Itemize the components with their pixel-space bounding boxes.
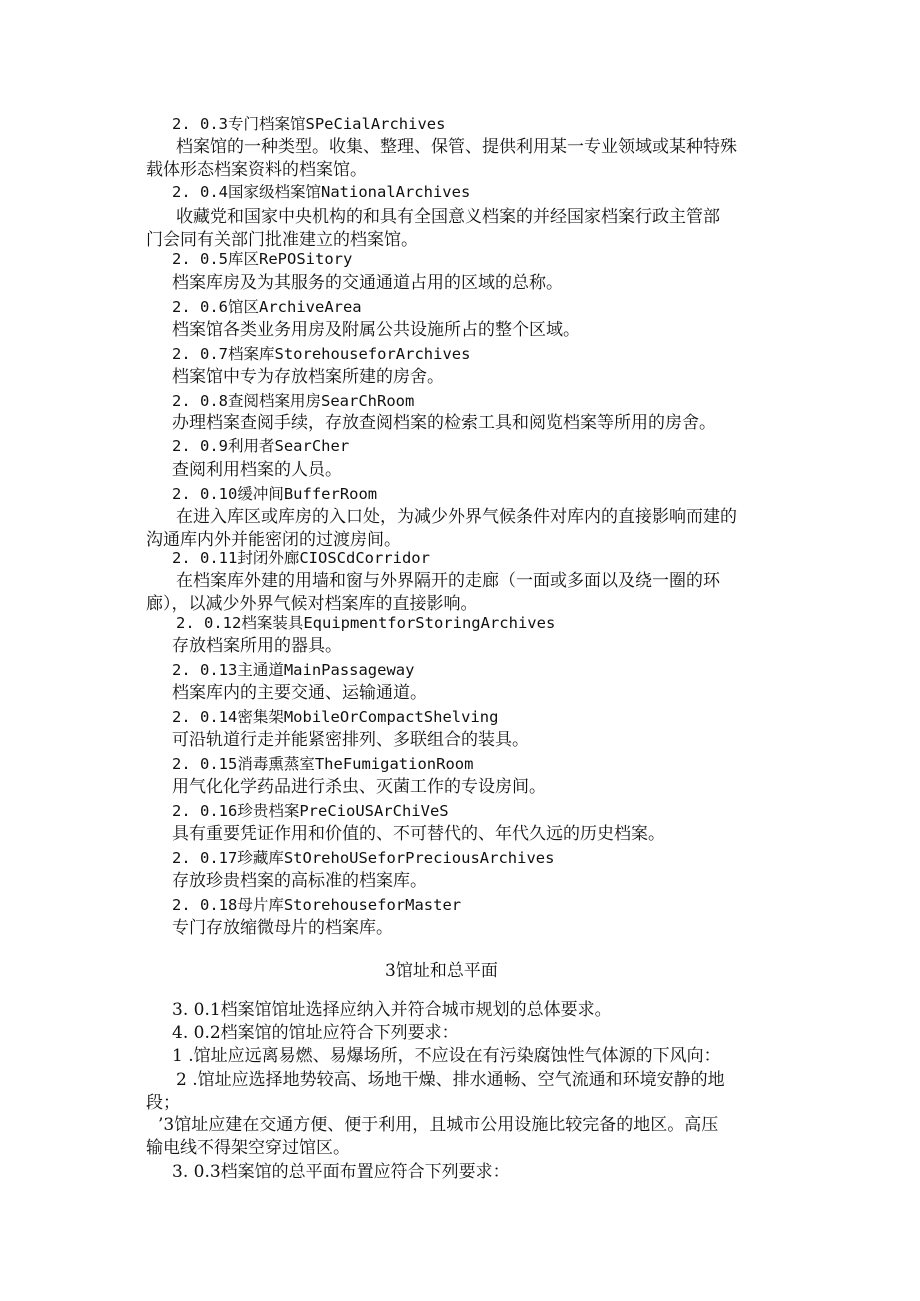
requirement-item-3-line1: ’3馆址应建在交通方便、便于利用，且城市公用设施比较完备的地区。高压 bbox=[158, 1115, 719, 1135]
term-2-0-7-title: 2. 0.7档案库StorehouseforArchives bbox=[172, 345, 471, 363]
requirement-item-2-line1: 2 .馆址应选择地势较高、场地干燥、排水通畅、空气流通和环境安静的地 bbox=[176, 1070, 725, 1090]
requirement-item-2-line2: 段； bbox=[146, 1093, 180, 1113]
term-2-0-13-definition: 档案库内的主要交通、运输通道。 bbox=[172, 683, 427, 703]
term-2-0-14-definition: 可沿轨道行走并能紧密排列、多联组合的装具。 bbox=[172, 730, 529, 750]
term-2-0-12-definition: 存放档案所用的器具。 bbox=[172, 636, 342, 656]
term-2-0-5-definition: 档案库房及为其服务的交通通道占用的区域的总称。 bbox=[172, 273, 563, 293]
term-2-0-11-definition-line2: 廊），以减少外界气候对档案库的直接影响。 bbox=[146, 594, 478, 614]
term-2-0-15-definition: 用气化化学药品进行杀虫、灭菌工作的专设房间。 bbox=[172, 777, 546, 797]
term-2-0-3-title: 2. 0.3专门档案馆SPeCialArchives bbox=[172, 115, 446, 133]
term-2-0-18-title: 2. 0.18母片库StorehouseforMaster bbox=[172, 896, 462, 914]
clause-4-0-2: 4. 0.2档案馆的馆址应符合下列要求： bbox=[172, 1023, 459, 1043]
term-2-0-11-definition-line1: 在档案库外建的用墙和窗与外界隔开的走廊（一面或多面以及绕一圈的环 bbox=[176, 571, 720, 591]
term-2-0-13-title: 2. 0.13主通道MainPassageway bbox=[172, 661, 415, 679]
clause-3-0-3: 3. 0.3档案馆的总平面布置应符合下列要求： bbox=[172, 1162, 510, 1182]
term-2-0-7-definition: 档案馆中专为存放档案所建的房舍。 bbox=[172, 367, 444, 387]
term-2-0-12-title: 2. 0.12档案装具EquipmentforStoringArchives bbox=[176, 614, 556, 632]
term-2-0-17-title: 2. 0.17珍藏库StOrehoUSeforPreciousArchives bbox=[172, 849, 555, 867]
term-2-0-18-definition: 专门存放缩微母片的档案库。 bbox=[172, 918, 393, 938]
term-2-0-6-definition: 档案馆各类业务用房及附属公共设施所占的整个区域。 bbox=[172, 320, 580, 340]
requirement-item-3-line2: 输电线不得架空穿过馆区。 bbox=[146, 1138, 350, 1158]
term-2-0-10-title: 2. 0.10缓冲间BufferRoom bbox=[172, 485, 378, 503]
term-2-0-10-definition-line1: 在进入库区或库房的入口处，为减少外界气候条件对库内的直接影响而建的 bbox=[176, 507, 737, 527]
term-2-0-6-title: 2. 0.6馆区ArchiveArea bbox=[172, 298, 362, 316]
term-2-0-9-title: 2. 0.9利用者SearCher bbox=[172, 437, 350, 455]
term-2-0-14-title: 2. 0.14密集架MobileOrCompactShelving bbox=[172, 708, 499, 726]
term-2-0-8-title: 2. 0.8查阅档案用房SearChRoom bbox=[172, 392, 415, 410]
clause-3-0-1: 3. 0.1档案馆馆址选择应纳入并符合城市规划的总体要求。 bbox=[172, 1000, 612, 1020]
term-2-0-15-title: 2. 0.15消毒熏蒸室TheFumigationRoom bbox=[172, 755, 474, 773]
term-2-0-5-title: 2. 0.5库区RePOSitory bbox=[172, 250, 353, 268]
term-2-0-4-definition-line1: 收藏党和国家中央机构的和具有全国意义档案的并经国家档案行政主管部 bbox=[176, 207, 720, 227]
term-2-0-11-title: 2. 0.11封闭外廊CIOSCdCorridor bbox=[172, 549, 430, 567]
term-2-0-9-definition: 查阅利用档案的人员。 bbox=[172, 460, 342, 480]
requirement-item-1: 1 .馆址应远离易燃、易爆场所，不应设在有污染腐蚀性气体源的下风向： bbox=[172, 1046, 721, 1066]
term-2-0-4-definition-line2: 门会同有关部门批准建立的档案馆。 bbox=[146, 230, 418, 250]
term-2-0-3-definition-line2: 载体形态档案资料的档案馆。 bbox=[146, 160, 367, 180]
term-2-0-10-definition-line2: 沟通库内外并能密闭的过渡房间。 bbox=[146, 530, 401, 550]
term-2-0-16-title: 2. 0.16珍贵档案PreCioUSArChiVeS bbox=[172, 802, 449, 820]
term-2-0-4-title: 2. 0.4国家级档案馆NationalArchives bbox=[172, 183, 471, 201]
section-3-heading: 3馆址和总平面 bbox=[385, 961, 498, 981]
term-2-0-3-definition-line1: 档案馆的一种类型。收集、整理、保管、提供利用某一专业领域或某种特殊 bbox=[176, 137, 737, 157]
term-2-0-17-definition: 存放珍贵档案的高标准的档案库。 bbox=[172, 871, 427, 891]
term-2-0-16-definition: 具有重要凭证作用和价值的、不可替代的、年代久远的历史档案。 bbox=[172, 824, 665, 844]
term-2-0-8-definition: 办理档案查阅手续，存放查阅档案的检索工具和阅览档案等所用的房舍。 bbox=[172, 413, 716, 433]
